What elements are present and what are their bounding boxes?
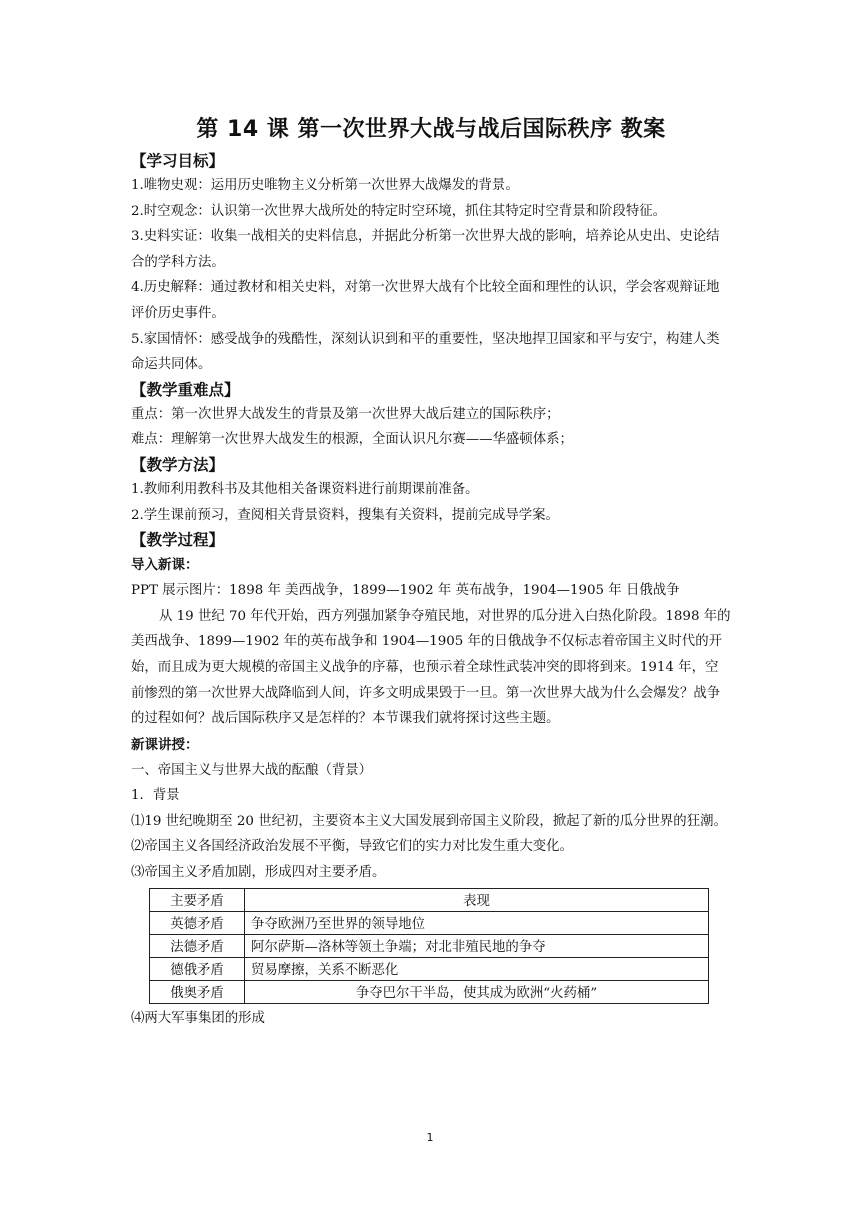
table-cell: 争夺欧洲乃至世界的领导地位 — [245, 911, 709, 934]
section-title: 一、帝国主义与世界大战的酝酿（背景） — [131, 762, 373, 778]
subsection-title: 1．背景 — [131, 788, 180, 804]
table-header-row — [150, 888, 709, 911]
page-title: 第 14 课 第一次世界大战与战后国际秩序 教案 — [196, 117, 666, 142]
objective-item: 3.史料实证：收集一战相关的史料信息，并据此分析第一次世界大战的影响，培养论从史出、史论结合的学科方法。 — [131, 229, 720, 270]
page-number: 1 — [426, 1131, 434, 1144]
contradictions-table — [149, 888, 709, 1004]
intro-heading: 导入新课： — [131, 557, 199, 574]
method-item: 2.学生课前预习，查阅相关背景资料，搜集有关资料，提前完成导学案。 — [131, 507, 559, 523]
table-row — [150, 934, 709, 957]
important-point: 重点：第一次世界大战发生的背景及第一次世界大战后建立的国际秩序； — [131, 406, 560, 422]
table-cell: 英德矛盾 — [150, 911, 245, 934]
table-row — [150, 980, 709, 1003]
background-point: ⑵帝国主义各国经济政治发展不平衡，导致它们的实力对比发生重大变化。 — [131, 839, 573, 855]
new-lesson-heading: 新课讲授： — [131, 736, 199, 753]
objective-item: 1.唯物史观：运用历史唯物主义分析第一次世界大战爆发的背景。 — [131, 178, 519, 193]
background-point: ⑷两大军事集团的形成 — [131, 1010, 265, 1026]
objective-item: 4.历史解释：通过教材和相关史料，对第一次世界大战有个比较全面和理性的认识，学会客观辩证地评价历史事件。 — [131, 280, 720, 321]
table-header-cell: 主要矛盾 — [150, 888, 245, 911]
objectives-heading: 【学习目标】 — [131, 152, 225, 170]
table-header-cell: 表现 — [245, 888, 709, 911]
methods-heading: 【教学方法】 — [131, 455, 225, 474]
method-item: 1.教师利用教科书及其他相关备课资料进行前期课前准备。 — [131, 481, 479, 497]
objective-item: 5.家国情怀：感受战争的残酷性，深刻认识到和平的重要性，坚决地捍卫国家和平与安宁，构建人类命运共同体。 — [131, 331, 720, 373]
ppt-line: PPT 展示图片：1898 年 美西战争，1899—1902 年 英布战争，1904—1905 年 日俄战争 — [131, 583, 680, 599]
table-cell: 阿尔萨斯—洛林等领土争端；对北非殖民地的争夺 — [245, 934, 709, 957]
table-cell: 贸易摩擦，关系不断恶化 — [245, 957, 709, 980]
key-points-heading: 【教学重难点】 — [131, 380, 240, 399]
background-point: ⑴19 世纪晚期至 20 世纪初，主要资本主义大国发展到帝国主义阶段，掀起了新的瓜分世界的狂潮。 — [131, 813, 727, 829]
intro-paragraph: 从 19 世纪 70 年代开始，西方列强加紧争夺殖民地，对世界的瓜分进入白热化阶段。1898 年的美西战争、1899—1902 年的英布战争和 1904—1905 年的日俄战争不仅标志着帝国主义时代的开始，而且成为更大规模的帝国主义战争的序幕，也预示着全球性武装冲突的即将到来。1914 年，空前惨烈的第一次世界大战降临到人间，许多文明成果毁于一旦。第一次世界大战为什么会爆发？战争的过程如何？战后国际秩序又是怎样的？本节课我们就将探讨这些主题。 — [131, 608, 731, 727]
objective-item: 2.时空观念：认识第一次世界大战所处的特定时空环境，抓住其特定时空背景和阶段特征。 — [131, 203, 667, 219]
background-point: ⑶帝国主义矛盾加剧，形成四对主要矛盾。 — [131, 865, 386, 881]
table-row — [150, 957, 709, 980]
table-cell: 争夺巴尔干半岛，使其成为欧洲“火药桶” — [245, 980, 709, 1003]
table-row — [150, 911, 709, 934]
process-heading: 【教学过程】 — [131, 531, 225, 550]
document-body — [131, 112, 731, 1031]
table-cell: 德俄矛盾 — [150, 957, 245, 980]
difficult-point: 难点：理解第一次世界大战发生的根源，全面认识凡尔赛——华盛顿体系； — [131, 432, 573, 448]
table-cell: 俄奥矛盾 — [150, 980, 245, 1003]
table-cell: 法德矛盾 — [150, 934, 245, 957]
